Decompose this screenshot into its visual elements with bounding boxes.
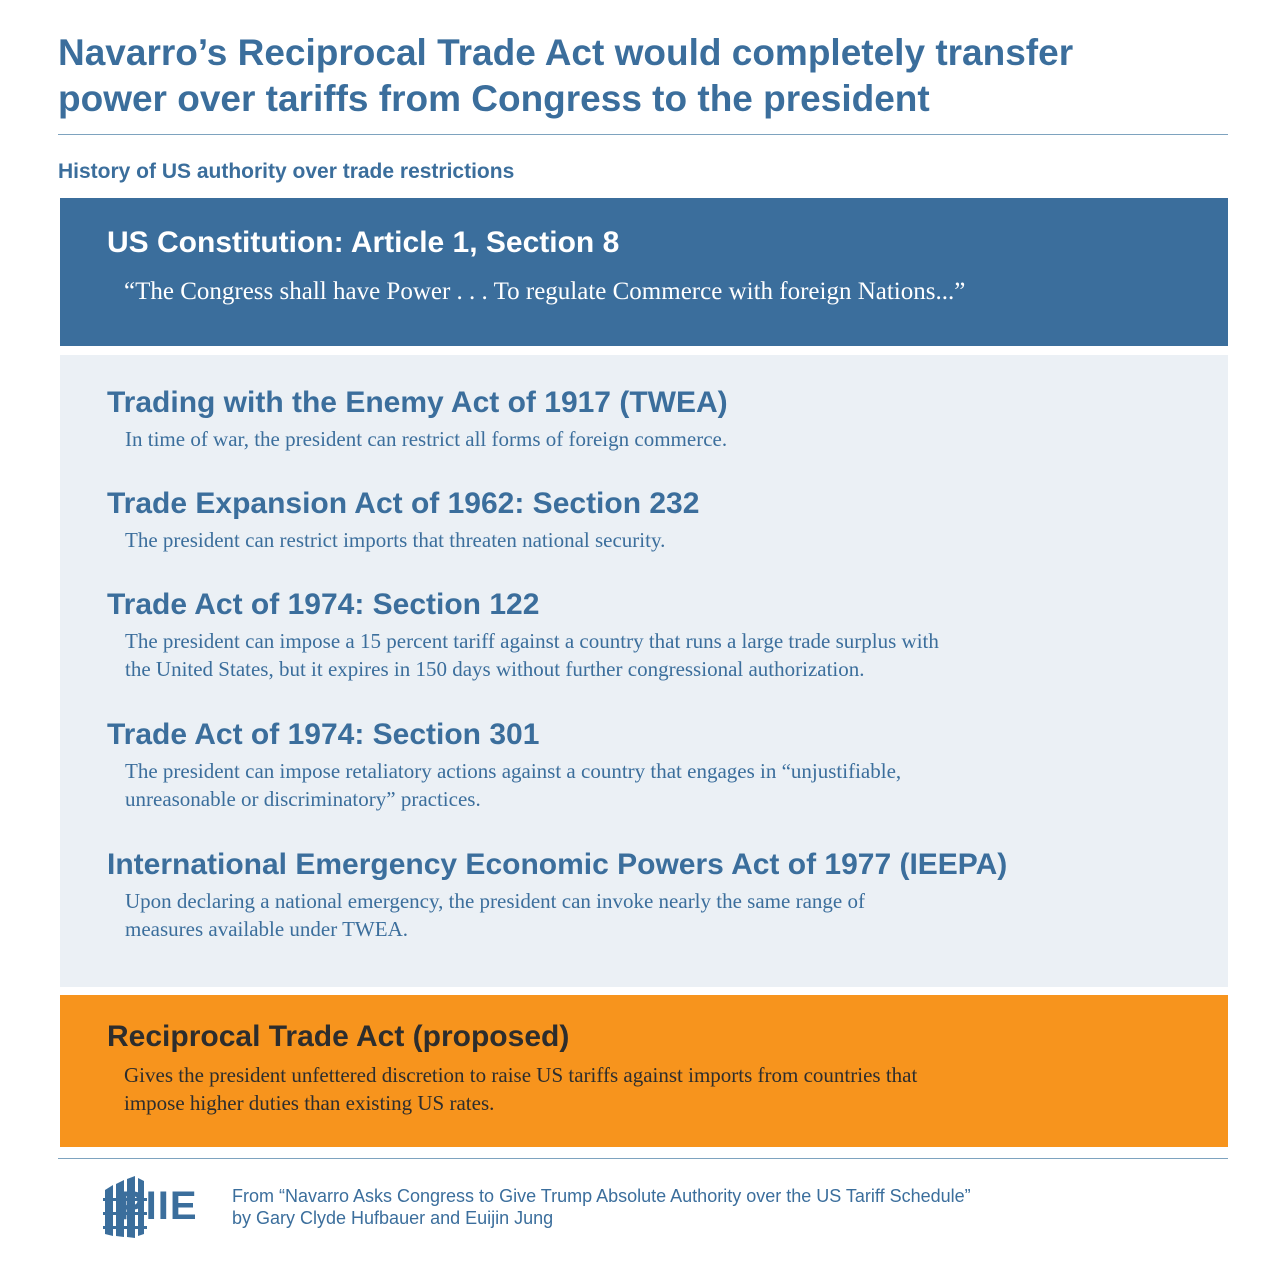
title-line-1: Navarro’s Reciprocal Trade Act would completely transfer [58, 32, 1074, 73]
act-description [125, 757, 1165, 813]
act-description [125, 526, 1165, 554]
act-heading: Trading with the Enemy Act of 1917 (TWEA) [107, 386, 728, 419]
act-description-line: measures available under TWEA. [125, 917, 408, 941]
act-section-122 [107, 587, 1207, 683]
executive-authority-panel [60, 355, 1228, 987]
source-line: From “Navarro Asks Congress to Give Trump Absolute Authority over the US Tariff Schedule” [232, 1186, 971, 1206]
proposed-description-line: Gives the president unfettered discretion to raise US tariffs against imports from countries that [124, 1063, 918, 1087]
logo-text: PIIE [118, 1184, 198, 1228]
act-twea [107, 385, 1207, 453]
bottom-divider [58, 1158, 1228, 1159]
act-heading: Trade Expansion Act of 1962: Section 232 [107, 487, 700, 520]
act-description-line: The president can impose retaliatory actions against a country that engages in “unjustifiable, [125, 759, 902, 783]
act-heading: International Emergency Economic Powers Act of 1977 (IEEPA) [107, 848, 1008, 881]
subtitle: History of US authority over trade restrictions [58, 160, 515, 183]
act-ieepa [107, 847, 1207, 943]
source-line: by Gary Clyde Hufbauer and Euijin Jung [232, 1208, 554, 1228]
constitution-quote: “The Congress shall have Power . . . To regulate Commerce with foreign Nations...” [124, 278, 966, 305]
act-description-line: Upon declaring a national emergency, the president can invoke nearly the same range of [125, 889, 865, 913]
top-divider [58, 134, 1228, 135]
act-description-line: In time of war, the president can restrict all forms of foreign commerce. [125, 427, 728, 451]
act-description-line: unreasonable or discriminatory” practices. [125, 787, 481, 811]
act-description-line: The president can restrict imports that threaten national security. [125, 528, 666, 552]
constitution-panel [60, 198, 1228, 346]
act-description [125, 887, 1165, 943]
act-description-line: the United States, but it expires in 150 days without further congressional authorization. [125, 657, 865, 681]
act-heading: Trade Act of 1974: Section 301 [107, 718, 540, 751]
proposed-description [124, 1061, 1164, 1117]
source-citation [232, 1185, 971, 1229]
act-section-232 [107, 486, 1207, 554]
proposed-heading: Reciprocal Trade Act (proposed) [107, 1020, 570, 1053]
constitution-heading: US Constitution: Article 1, Section 8 [107, 226, 620, 259]
page-title [58, 30, 1238, 122]
title-line-2: power over tariffs from Congress to the president [58, 78, 930, 119]
act-description [125, 425, 1165, 453]
act-section-301 [107, 717, 1207, 813]
proposed-act-panel [60, 995, 1228, 1147]
act-description-line: The president can impose a 15 percent tariff against a country that runs a large trade surplus with [125, 629, 939, 653]
act-heading: Trade Act of 1974: Section 122 [107, 588, 540, 621]
act-description [125, 627, 1165, 683]
proposed-description-line: impose higher duties than existing US rates. [124, 1091, 495, 1115]
